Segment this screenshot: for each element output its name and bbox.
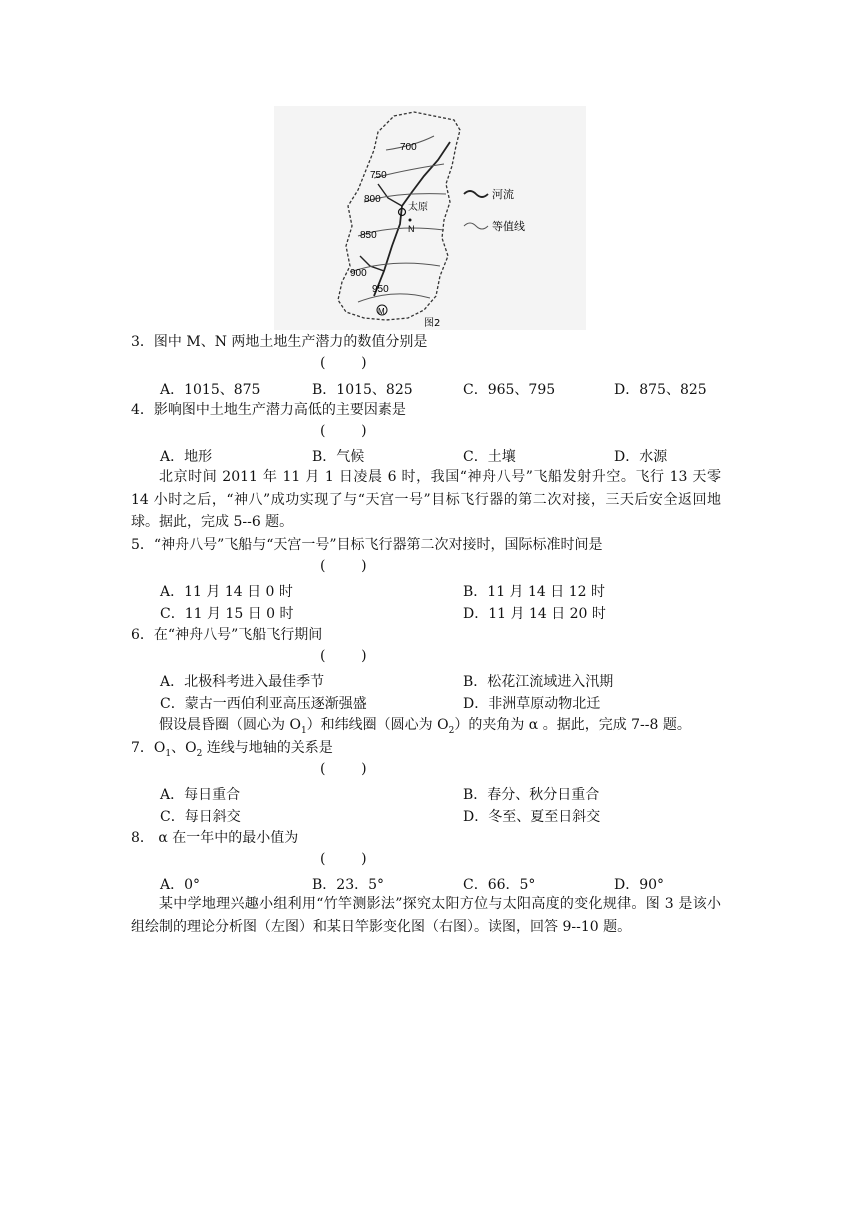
contour-map-svg xyxy=(274,106,586,330)
q4-option-a: A．地形 xyxy=(160,449,213,465)
q3-option-b: B．1015、825 xyxy=(312,382,413,398)
q5-option-d: D．11 月 14 日 20 时 xyxy=(463,606,606,622)
q8-option-a: A．0° xyxy=(160,877,201,893)
q4-answer-blank: ( ) xyxy=(320,423,367,439)
q6-option-d: D．非洲草原动物北迁 xyxy=(463,696,601,712)
passage-alpha: 假设晨昏圈（圆心为 $O_1$）和纬线圈（圆心为 $O_2$）的夹角为 α 。据此，完成 7--8 题。 xyxy=(159,717,691,736)
legend-isoline-symbol xyxy=(464,223,488,229)
q4-option-d: D．水源 xyxy=(614,449,668,465)
q6-option-b: B．松花江流域进入汛期 xyxy=(463,674,614,690)
q5-option-b: B．11 月 14 日 12 时 xyxy=(463,584,605,600)
legend-river-label: 河流 xyxy=(492,188,514,201)
q6-option-a: A．北极科考进入最佳季节 xyxy=(160,674,325,690)
q6-stem: 6．在“神舟八号”飞船飞行期间 xyxy=(131,627,323,643)
q4-stem: 4．影响图中土地生产潜力高低的主要因素是 xyxy=(131,402,406,418)
point-n-dot xyxy=(409,219,412,222)
q3-option-a: A．1015、875 xyxy=(160,382,261,398)
province-outline xyxy=(338,112,460,320)
figure-caption: 图2 xyxy=(424,318,441,329)
q8-option-d: D．90° xyxy=(614,877,665,893)
q5-option-c: C．11 月 15 日 0 时 xyxy=(160,606,294,622)
q8-option-b: B．23．5° xyxy=(312,877,385,893)
q8-option-c: C．66．5° xyxy=(463,877,536,893)
q3-option-d: D．875、825 xyxy=(614,382,707,398)
q6-answer-blank: ( ) xyxy=(320,648,367,664)
q4-option-b: B．气候 xyxy=(312,449,365,465)
q7-option-d: D．冬至、夏至日斜交 xyxy=(463,809,601,825)
contour-map-figure xyxy=(274,106,586,330)
q7-option-a: A．每日重合 xyxy=(160,787,241,803)
contour-label-700: 700 xyxy=(400,142,417,153)
passage-shenzhou: 北京时间 2011 年 11 月 1 日凌晨 6 时，我国“神舟八号”飞船发射升空。飞行 13 天零 14 小时之后，“神八”成功实现了与“天宫一号”目标飞行器的第二次对接，三天后安全返回地球。据此，完成 5--6 题。 xyxy=(131,469,721,530)
q8-answer-blank: ( ) xyxy=(320,851,367,867)
isoline-950 xyxy=(358,294,430,302)
city-label: 太原 xyxy=(408,202,428,213)
q6-option-c: C．蒙古一西伯利亚高压逐渐强盛 xyxy=(160,696,367,712)
contour-label-900: 900 xyxy=(350,268,367,279)
q4-option-c: C．土壤 xyxy=(463,449,516,465)
point-n-label: N xyxy=(408,224,415,234)
passage-bamboo-shadow: 某中学地理兴趣小组利用“竹竿测影法”探究太阳方位与太阳高度的变化规律。图 3 是该小组绘制的理论分析图（左图）和某日竿影变化图（右图）。读图，回答 9--10 题。 xyxy=(131,896,721,935)
q3-answer-blank: ( ) xyxy=(320,355,367,371)
q3-stem: 3．图中 M、N 两地土地生产潜力的数值分别是 xyxy=(131,334,428,350)
contour-label-850: 850 xyxy=(360,230,377,241)
q5-stem: 5．“神舟八号”飞船与“天宫一号”目标飞行器第二次对接时，国际标准时间是 xyxy=(131,537,603,553)
q7-stem: 7．$O_1$、$O_2$ 连线与地轴的关系是 xyxy=(131,740,333,759)
legend-isoline-label: 等值线 xyxy=(492,220,525,233)
q7-option-b: B．春分、秋分日重合 xyxy=(463,787,600,803)
contour-label-750: 750 xyxy=(370,170,387,181)
q5-option-a: A．11 月 14 日 0 时 xyxy=(160,584,293,600)
contour-label-800: 800 xyxy=(364,194,381,205)
q3-option-c: C．965、795 xyxy=(463,382,556,398)
legend-river-symbol xyxy=(464,191,488,197)
q8-stem: 8． α 在一年中的最小值为 xyxy=(131,830,299,846)
contour-label-950: 950 xyxy=(372,284,389,295)
q5-answer-blank: ( ) xyxy=(320,558,367,574)
q7-option-c: C．每日斜交 xyxy=(160,809,241,825)
q7-answer-blank: ( ) xyxy=(320,761,367,777)
point-m-label: M xyxy=(378,307,385,316)
